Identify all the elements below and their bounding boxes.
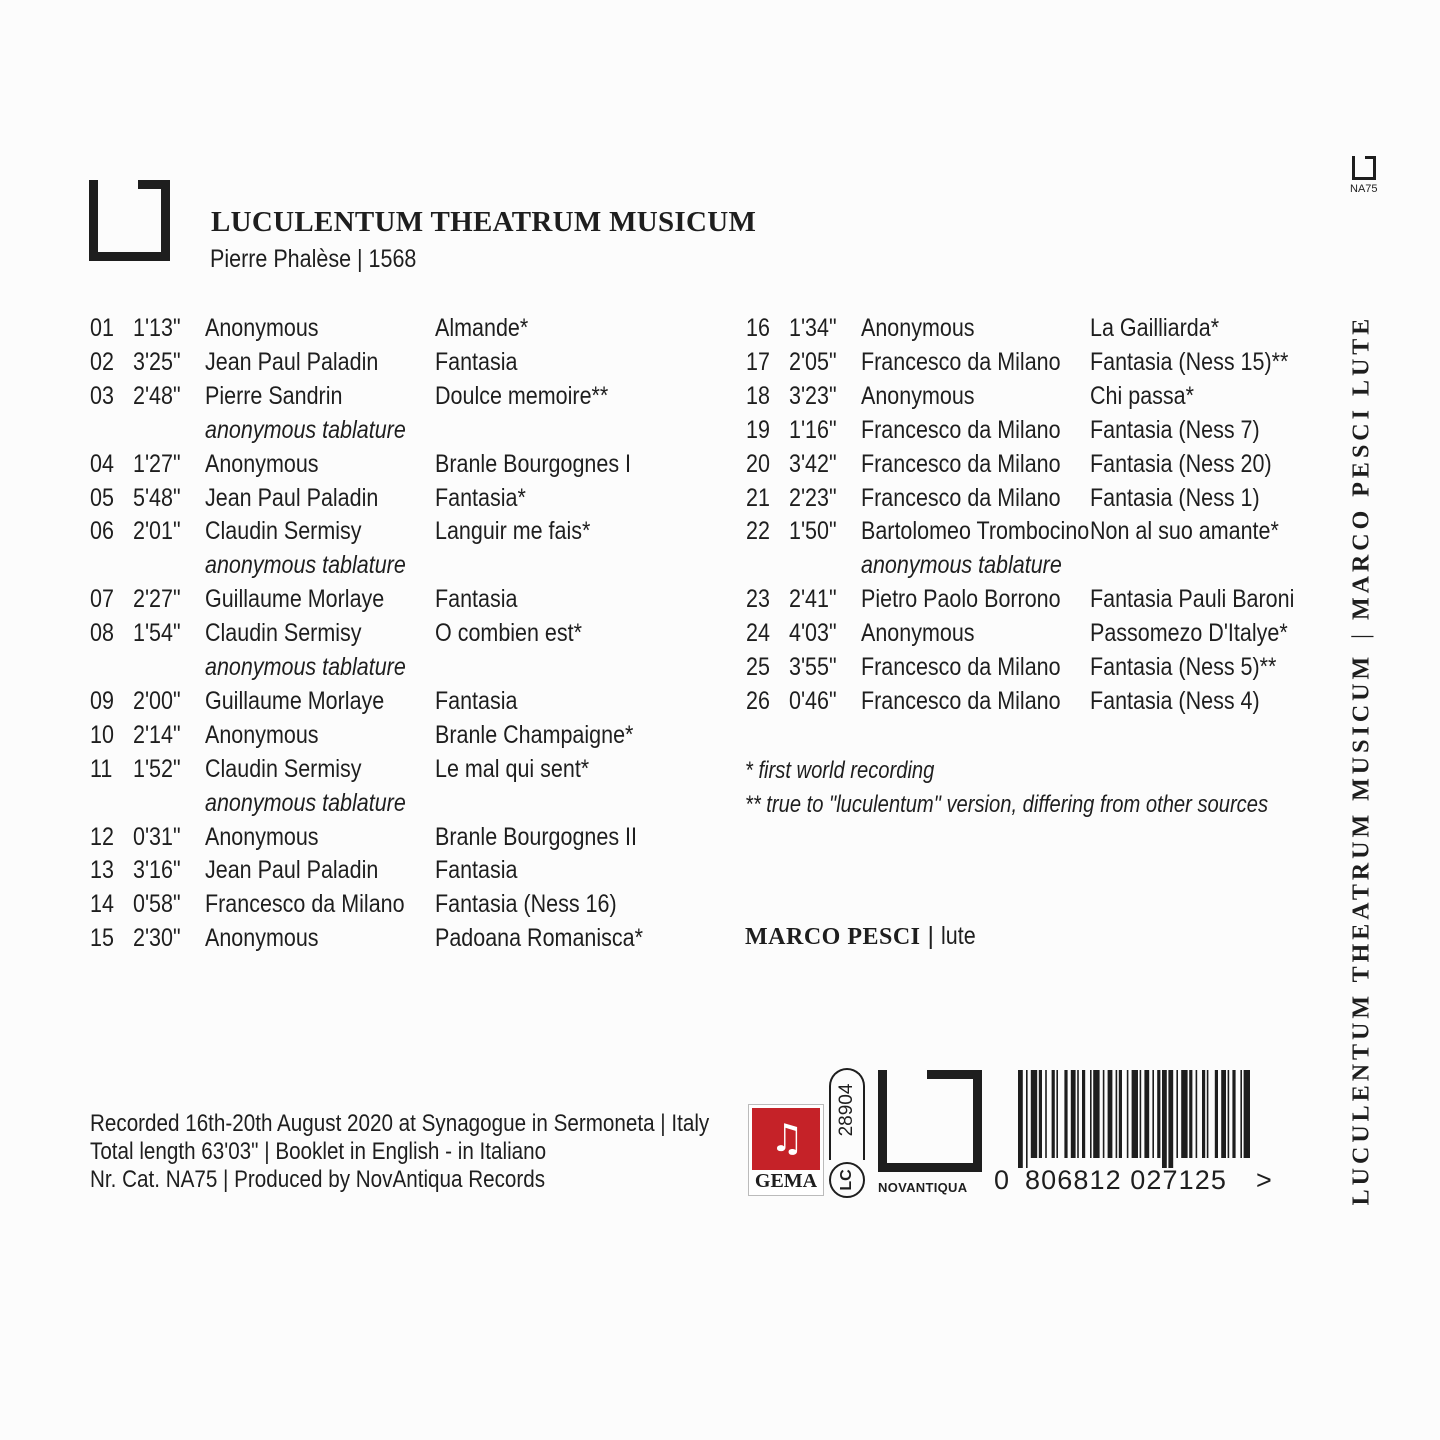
track-number: 09 (90, 686, 114, 715)
track-title: La Gailliarda* (1090, 314, 1220, 342)
label-logo-square (89, 180, 170, 261)
track-duration: 1'50" (789, 517, 837, 546)
track-number: 23 (746, 585, 770, 614)
album-title: LUCULENTUM THEATRUM MUSICUM (211, 206, 757, 238)
credits-length: Total length 63'03" | Booklet in English - in Italiano (90, 1138, 547, 1165)
track-number: 17 (746, 347, 770, 376)
spine-separator: | (1348, 634, 1375, 639)
track-duration: 3'16" (133, 856, 181, 885)
credits-catalog: Nr. Cat. NA75 | Produced by NovAntiqua Records (90, 1166, 546, 1193)
track-note: anonymous tablature (205, 653, 406, 681)
track-duration: 1'27" (133, 449, 181, 478)
track-title: Fantasia (435, 347, 518, 376)
track-number: 10 (90, 720, 114, 749)
track-composer: Anonymous (205, 720, 319, 749)
label-code-number: 28904 (836, 1083, 857, 1137)
track-number: 15 (90, 924, 114, 953)
track-title: Branle Champaigne* (435, 720, 634, 749)
gema-logo (748, 1104, 824, 1196)
track-title: Padoana Romanisca* (435, 924, 643, 953)
performer (745, 922, 981, 951)
track-duration: 1'34" (789, 314, 837, 342)
track-duration: 3'55" (789, 653, 837, 681)
track-title: Languir me fais* (435, 517, 591, 546)
track-title: Fantasia Pauli Baroni (1090, 585, 1295, 614)
track-number: 16 (746, 314, 770, 342)
track-number: 26 (746, 686, 770, 715)
track-composer: Anonymous (205, 924, 319, 953)
novantiqua-logo-square (878, 1070, 982, 1172)
track-duration: 2'23" (789, 483, 837, 512)
track-composer: Claudin Sermisy (205, 619, 362, 648)
barcode-lead-digit: 0 (994, 1165, 1010, 1195)
track-title: Almande* (435, 314, 529, 342)
track-number: 21 (746, 483, 770, 512)
track-title: Branle Bourgognes I (435, 449, 632, 478)
track-composer: Pietro Paolo Borrono (861, 585, 1061, 614)
track-duration: 2'41" (789, 585, 837, 614)
performer-instrument: lute (940, 922, 976, 950)
track-duration: 0'58" (133, 890, 181, 919)
track-number: 20 (746, 449, 770, 478)
footnote-second: ** true to "luculentum" version, differing from other sources (745, 791, 1269, 818)
novantiqua-label: NOVANTIQUA (878, 1180, 968, 1195)
track-duration: 1'13" (133, 314, 181, 342)
track-note: anonymous tablature (205, 788, 406, 817)
track-title: O combien est* (435, 619, 582, 648)
barcode-arrow: > (1256, 1165, 1272, 1195)
track-duration: 0'46" (789, 686, 837, 715)
gema-emblem-icon (752, 1108, 820, 1170)
track-number: 06 (90, 517, 114, 546)
label-code-prefix: LC (838, 1169, 855, 1191)
track-duration: 2'48" (133, 381, 181, 410)
credits-recording: Recorded 16th-20th August 2020 at Synagogue in Sermoneta | Italy (90, 1110, 710, 1137)
track-title: Branle Bourgognes II (435, 822, 638, 851)
track-number: 04 (90, 449, 114, 478)
track-title: Fantasia (Ness 4) (1090, 686, 1260, 715)
gema-label: GEMA (754, 1170, 818, 1192)
track-title: Fantasia (Ness 7) (1090, 415, 1260, 444)
track-duration: 5'48" (133, 483, 181, 512)
track-composer: Jean Paul Paladin (205, 856, 379, 885)
track-title: Fantasia* (435, 483, 526, 512)
track-composer: Francesco da Milano (861, 347, 1061, 376)
track-composer: Pierre Sandrin (205, 381, 343, 410)
track-number: 18 (746, 381, 770, 410)
track-number: 08 (90, 619, 114, 648)
footnotes (745, 754, 1368, 822)
track-duration: 2'00" (133, 686, 181, 715)
spine-catalog: NA75 (1350, 183, 1378, 195)
track-number: 14 (90, 890, 114, 919)
track-duration: 2'27" (133, 585, 181, 614)
track-duration: 2'01" (133, 517, 181, 546)
track-title: Fantasia (435, 585, 518, 614)
spine-artist: MARCO PESCI LUTE (1348, 314, 1375, 621)
track-composer: Francesco da Milano (861, 449, 1061, 478)
track-number: 03 (90, 381, 114, 410)
track-note: anonymous tablature (205, 415, 406, 444)
label-code-circle (829, 1162, 865, 1198)
track-number: 01 (90, 314, 114, 342)
track-number: 11 (90, 754, 113, 783)
barcode-digits: 806812 027125 (1025, 1165, 1227, 1195)
credits (90, 1110, 810, 1194)
track-duration: 0'31" (133, 822, 181, 851)
track-composer: Francesco da Milano (861, 653, 1061, 681)
track-duration: 3'42" (789, 449, 837, 478)
barcode-bars (1018, 1070, 1250, 1168)
track-title: Passomezo D'Italye* (1090, 619, 1288, 648)
track-composer: Claudin Sermisy (205, 517, 362, 546)
track-composer: Francesco da Milano (205, 890, 405, 919)
track-title: Fantasia (Ness 15)** (1090, 347, 1289, 376)
track-number: 19 (746, 415, 770, 444)
track-composer: Anonymous (861, 314, 975, 342)
track-number: 22 (746, 517, 770, 546)
track-note: anonymous tablature (861, 551, 1062, 580)
track-title: Fantasia (Ness 20) (1090, 449, 1272, 478)
track-number: 25 (746, 653, 770, 681)
track-composer: Jean Paul Paladin (205, 483, 379, 512)
track-composer: Francesco da Milano (861, 415, 1061, 444)
barcode (1018, 1070, 1250, 1168)
track-number: 24 (746, 619, 770, 648)
track-duration: 2'14" (133, 720, 181, 749)
spine-logo-square (1352, 156, 1376, 180)
performer-name: MARCO PESCI (745, 924, 921, 950)
spine-text (1349, 315, 1376, 1206)
track-title: Doulce memoire** (435, 381, 609, 410)
track-composer: Guillaume Morlaye (205, 686, 385, 715)
track-composer: Anonymous (205, 822, 319, 851)
track-composer: Claudin Sermisy (205, 754, 362, 783)
track-composer: Anonymous (861, 381, 975, 410)
track-duration: 2'30" (133, 924, 181, 953)
track-composer: Bartolomeo Trombocino (861, 517, 1090, 546)
track-title: Le mal qui sent* (435, 754, 590, 783)
track-title: Chi passa* (1090, 381, 1194, 410)
track-number: 12 (90, 822, 114, 851)
track-duration: 1'54" (133, 619, 181, 648)
track-number: 13 (90, 856, 114, 885)
track-title: Fantasia (435, 686, 518, 715)
track-composer: Anonymous (205, 314, 319, 342)
track-duration: 3'25" (133, 347, 181, 376)
track-number: 07 (90, 585, 114, 614)
track-number: 05 (90, 483, 114, 512)
track-title: Fantasia (Ness 1) (1090, 483, 1260, 512)
track-duration: 1'52" (133, 754, 181, 783)
track-title: Fantasia (Ness 5)** (1090, 653, 1277, 681)
track-composer: Anonymous (861, 619, 975, 648)
track-note: anonymous tablature (205, 551, 406, 580)
track-composer: Guillaume Morlaye (205, 585, 385, 614)
album-subtitle: Pierre Phalèse | 1568 (210, 245, 417, 273)
track-composer: Francesco da Milano (861, 483, 1061, 512)
track-duration: 3'23" (789, 381, 837, 410)
track-duration: 2'05" (789, 347, 837, 376)
track-composer: Anonymous (205, 449, 319, 478)
track-title: Fantasia (435, 856, 518, 885)
spine-title: LUCULENTUM THEATRUM MUSICUM (1348, 652, 1375, 1206)
track-title: Fantasia (Ness 16) (435, 890, 617, 919)
performer-separator: | (920, 922, 941, 950)
track-number: 02 (90, 347, 114, 376)
track-title: Non al suo amante* (1090, 517, 1279, 546)
track-composer: Jean Paul Paladin (205, 347, 379, 376)
track-composer: Francesco da Milano (861, 686, 1061, 715)
footnote-first: * first world recording (745, 757, 935, 784)
label-code (827, 1068, 867, 1198)
track-duration: 1'16" (789, 415, 837, 444)
track-duration: 4'03" (789, 619, 837, 648)
